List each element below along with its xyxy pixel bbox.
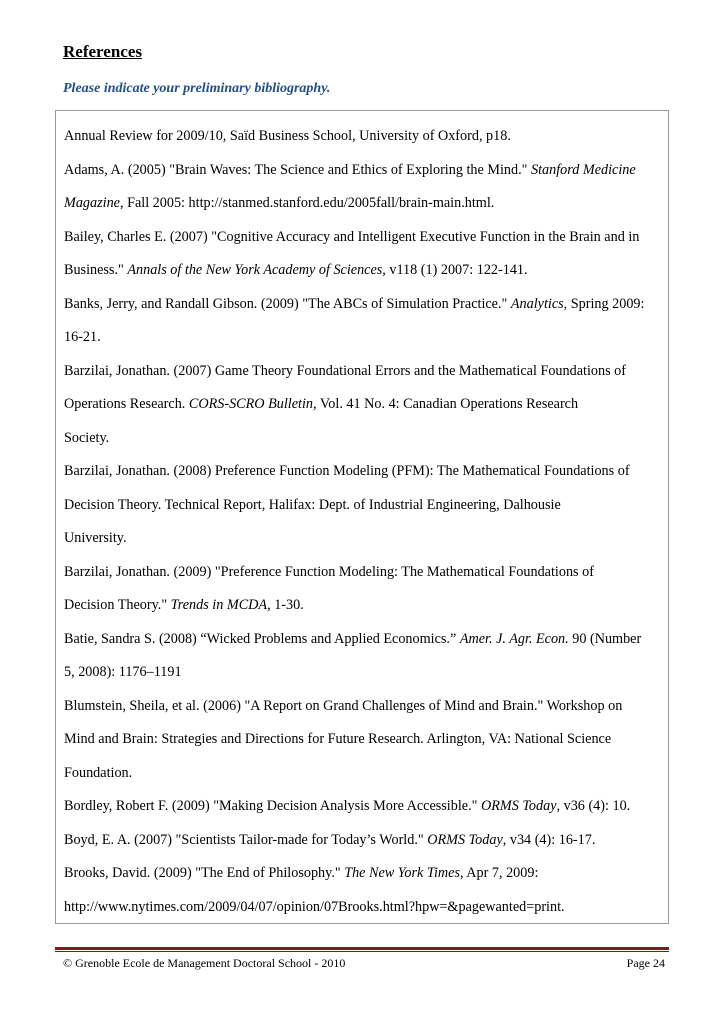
reference-text: , Spring 2009: [563,295,645,312]
bibliography-box [55,110,669,924]
reference-title-italic: Annals of the New York Academy of Sciences [127,262,383,278]
reference-line [64,891,658,925]
reference-line [64,187,658,221]
reference-text: 5, 2008): 1176–1191 [64,664,182,680]
reference-line [64,422,658,456]
reference-text: Blumstein, Sheila, et al. (2006) "A Report on Grand Challenges of Mind and Brain." Workshop on [64,697,623,714]
reference-text: 16-21. [64,329,101,345]
reference-line [64,757,658,791]
reference-text: Mind and Brain: Strategies and Directions for Future Research. Arlington, VA: National Science [64,731,612,747]
reference-line [64,623,658,657]
reference-entry [64,824,658,858]
reference-text: Batie, Sandra S. (2008) “Wicked Problems and Applied Economics.” [64,630,460,647]
reference-title-italic: ORMS Today [427,831,503,848]
reference-text: Bordley, Robert F. (2009) "Making Decision Analysis More Accessible." [64,798,481,814]
reference-line [64,522,658,556]
reference-title-italic: Magazine [64,195,120,211]
reference-text: http://www.nytimes.com/2009/04/07/opinion/07Brooks.html?hpw=&pagewanted=print. [64,898,565,915]
reference-text: Annual Review for 2009/10, Saïd Business School, University of Oxford, p18. [64,128,511,144]
reference-text: Boyd, E. A. (2007) "Scientists Tailor-made for Today’s World." [64,831,428,848]
reference-entry [64,556,658,623]
reference-text: Society. [64,429,110,446]
reference-text: Operations Research. [64,396,189,412]
reference-line [64,489,658,523]
reference-title-italic: Analytics [510,295,564,312]
reference-line [64,288,658,322]
reference-line [64,790,658,824]
instruction-subheading: Please indicate your preliminary bibliography. [63,81,331,96]
reference-line [64,154,658,188]
reference-title-italic: CORS-SCRO Bulletin [188,396,314,412]
footer-page-number: Page 24 [626,956,665,970]
reference-text: , 1-30. [267,597,304,613]
reference-line [64,388,658,422]
reference-text: , Vol. 41 No. 4: Canadian Operations Research [313,396,579,412]
reference-line [64,556,658,590]
reference-line [64,120,658,154]
reference-title-italic: Trends in MCDA [170,597,268,613]
reference-title-italic: Stanford Medicine [530,161,636,178]
reference-line [64,355,658,389]
reference-entry [64,355,658,456]
reference-text: Bailey, Charles E. (2007) "Cognitive Accuracy and Intelligent Executive Function in the Brain and in [64,228,640,245]
reference-title-italic: ORMS Today [480,798,557,814]
footer-divider-thin [55,951,669,952]
reference-entry [64,857,658,924]
reference-text: , v34 (4): 16-17. [502,831,596,848]
reference-entry [64,690,658,791]
reference-text: , Fall 2005: http://stanmed.stanford.edu/2005fall/brain-main.html. [119,195,495,211]
reference-text: Decision Theory. Technical Report, Halifax: Dept. of Industrial Engineering, Dalhousie [64,496,561,513]
reference-text: Barzilai, Jonathan. (2007) Game Theory Foundational Errors and the Mathematical Foundations of [64,362,626,379]
footer-divider [55,947,669,950]
reference-line [64,455,658,489]
reference-text: , Apr 7, 2009: [459,865,539,881]
reference-text: 90 (Number [568,630,642,647]
reference-title-italic: Amer. J. Agr. Econ. [459,630,569,647]
reference-entry [64,288,658,355]
reference-text: , v118 (1) 2007: 122-141. [382,262,528,278]
reference-text: Barzilai, Jonathan. (2009) "Preference Function Modeling: The Mathematical Foundations of [64,563,594,580]
reference-line [64,589,658,623]
reference-line [64,824,658,858]
footer-copyright: © Grenoble Ecole de Management Doctoral School - 2010 [63,956,346,970]
reference-text: , v36 (4): 10. [556,798,631,814]
reference-text: Decision Theory." [64,597,171,613]
reference-text: Banks, Jerry, and Randall Gibson. (2009) "The ABCs of Simulation Practice." [64,295,511,312]
reference-line [64,221,658,255]
reference-entry [64,120,658,154]
reference-entry [64,623,658,690]
reference-line [64,254,658,288]
reference-line [64,656,658,690]
reference-entry [64,221,658,288]
reference-entry [64,154,658,221]
reference-line [64,321,658,355]
reference-text: Foundation. [64,764,133,781]
reference-title-italic: The New York Times [344,865,460,881]
reference-entry [64,790,658,824]
reference-text: University. [64,530,127,546]
reference-line [64,857,658,891]
reference-line [64,690,658,724]
reference-text: Brooks, David. (2009) "The End of Philosophy." [64,865,345,881]
reference-line [64,723,658,757]
reference-text: Barzilai, Jonathan. (2008) Preference Function Modeling (PFM): The Mathematical Foundations of [64,463,630,479]
reference-text: Adams, A. (2005) "Brain Waves: The Science and Ethics of Exploring the Mind." [64,161,531,178]
reference-text: Business." [64,262,128,278]
reference-entry [64,455,658,556]
page-heading: References [63,42,142,61]
